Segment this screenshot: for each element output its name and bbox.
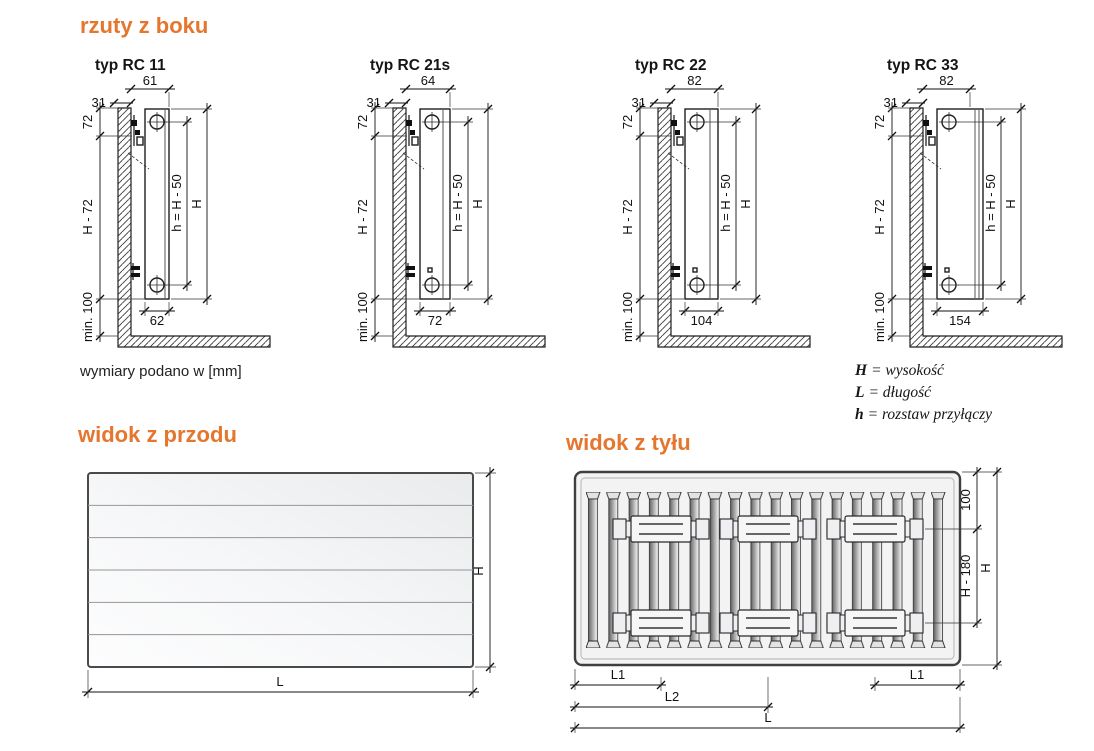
dim-label: 31 [366, 95, 381, 110]
dim-label: L1 [909, 667, 925, 682]
legend-term: H [855, 362, 868, 379]
legend-line-h [855, 404, 992, 426]
dim-label: 72 [620, 114, 635, 130]
radiator-panel [937, 109, 983, 299]
dim-label: 31 [631, 95, 646, 110]
mounting-bracket-end [696, 519, 709, 539]
upper-bracket-clip [412, 137, 418, 145]
dim-label: h = H - 50 [718, 174, 733, 232]
upper-bracket-lug [675, 130, 680, 135]
mounting-bracket-end [803, 519, 816, 539]
rear-view-drawing [560, 458, 1094, 751]
dim-label: H [1003, 199, 1018, 209]
upper-bracket-lug [671, 120, 677, 126]
dim-label: 64 [420, 73, 436, 88]
lower-bracket-lug [671, 273, 680, 277]
lower-bracket-lug [923, 266, 932, 270]
units-note: wymiary podano w [mm] [80, 363, 242, 380]
legend-term: h [855, 406, 864, 423]
mounting-bracket-center [631, 516, 691, 542]
dim-label: H - 72 [620, 199, 635, 235]
dim-label: H - 72 [80, 199, 95, 235]
dim-label: L1 [610, 667, 626, 682]
dim-label: 31 [91, 95, 106, 110]
legend [855, 360, 992, 426]
dim-label: 31 [883, 95, 898, 110]
lower-bracket-lug [923, 273, 932, 277]
dim-label: H [978, 563, 993, 573]
diagram-title-rc22: typ RC 22 [635, 57, 707, 74]
dim-label: h = H - 50 [450, 174, 465, 232]
lower-bracket-lug [671, 266, 680, 270]
dim-label: min. 100 [620, 292, 635, 342]
side-view-rc33 [862, 73, 1092, 366]
mounting-bracket-end [613, 613, 626, 633]
dim-label: H - 72 [872, 199, 887, 235]
lower-bracket-lug [131, 266, 140, 270]
side-view-rc22 [610, 73, 840, 366]
dim-label: H - 72 [355, 199, 370, 235]
mounting-bracket-center [738, 610, 798, 636]
upper-bracket-lug [923, 120, 929, 126]
mounting-bracket-center [845, 516, 905, 542]
upper-bracket-lug [410, 130, 415, 135]
diagram-title-rc11: typ RC 11 [95, 57, 166, 74]
mounting-bracket-center [738, 516, 798, 542]
mounting-bracket-end [910, 519, 923, 539]
dim-label: 104 [690, 313, 713, 328]
upper-bracket-lug [131, 120, 137, 126]
side-view-rc21s [345, 73, 575, 366]
dim-label: 61 [142, 73, 158, 88]
mounting-bracket-end [803, 613, 816, 633]
dim-label: 72 [872, 114, 887, 130]
front-view-drawing [75, 455, 520, 713]
legend-definition: = długość [868, 384, 932, 401]
mounting-bracket-end [827, 613, 840, 633]
dim-label: 100 [958, 489, 973, 511]
dim-label: 82 [687, 73, 702, 88]
dim-label: 154 [949, 313, 971, 328]
dim-label: 62 [149, 313, 165, 328]
diagram-title-rc33: typ RC 33 [887, 57, 959, 74]
mounting-bracket-end [613, 519, 626, 539]
radiator-panel [685, 109, 718, 299]
vent-plug [693, 268, 697, 272]
dim-label: H - 180 [958, 554, 973, 598]
vent-plug [945, 268, 949, 272]
mounting-bracket-center [631, 610, 691, 636]
vent-plug [428, 268, 432, 272]
dim-label: H [471, 566, 486, 576]
radiator-panel [420, 109, 450, 299]
diagram-title-rc21s: typ RC 21s [370, 57, 451, 74]
section-heading-rear-view: widok z tyłu [566, 430, 691, 455]
dim-label: min. 100 [355, 292, 370, 342]
lower-bracket-lug [406, 273, 415, 277]
dim-label: h = H - 50 [983, 174, 998, 232]
mounting-bracket-end [910, 613, 923, 633]
dim-label: 72 [427, 313, 443, 328]
upper-bracket-lug [135, 130, 140, 135]
lower-bracket-lug [406, 266, 415, 270]
dim-label: H [470, 199, 485, 209]
section-heading-side-views: rzuty z boku [80, 13, 209, 38]
legend-definition: = rozstaw przyłączy [867, 406, 993, 423]
mounting-bracket-end [827, 519, 840, 539]
side-view-rc11 [70, 73, 300, 366]
upper-bracket-clip [677, 137, 683, 145]
legend-term: L [855, 384, 865, 401]
dim-label: min. 100 [872, 292, 887, 342]
dim-label: L2 [664, 689, 680, 704]
dim-label: 82 [939, 73, 954, 88]
lower-bracket-lug [131, 273, 140, 277]
mounting-bracket-center [845, 610, 905, 636]
upper-bracket-lug [406, 120, 412, 126]
legend-definition: = wysokość [871, 362, 944, 379]
upper-bracket-lug [927, 130, 932, 135]
dim-label: 72 [355, 114, 370, 130]
upper-bracket-clip [929, 137, 935, 145]
dim-label: h = H - 50 [169, 174, 184, 232]
mounting-bracket-end [720, 613, 733, 633]
dim-label: H [738, 199, 753, 209]
mounting-bracket-end [696, 613, 709, 633]
section-heading-front-view: widok z przodu [78, 422, 237, 447]
mounting-bracket-end [720, 519, 733, 539]
dim-label: 72 [80, 114, 95, 130]
dim-label: L [276, 674, 284, 689]
dim-label: L [764, 710, 772, 725]
upper-bracket-clip [137, 137, 143, 145]
dim-label: min. 100 [80, 292, 95, 342]
dim-label: H [189, 199, 204, 209]
legend-line-L [855, 382, 992, 404]
